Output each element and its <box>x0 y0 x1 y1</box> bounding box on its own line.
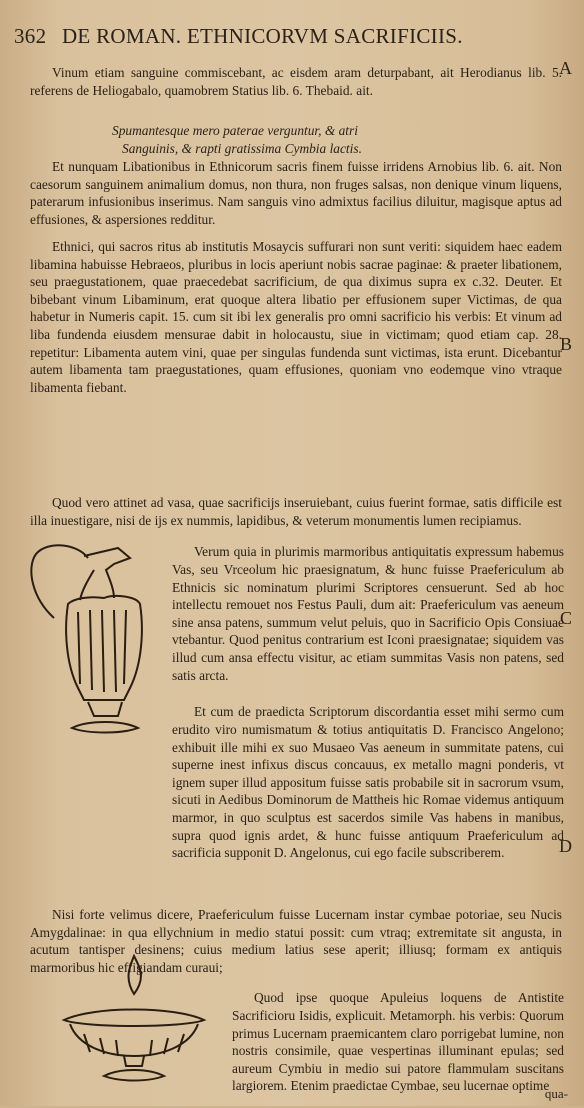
margin-letter-d: D <box>559 836 572 856</box>
page-number: 362 <box>14 24 47 48</box>
paragraph-6-start: Et cum de praedicta Scriptorum discordantia esset mihi sermo cum erudito viro numismatum & totius antiquitatis D. Francisco Angelono; exhibuit ille mihi ex suo Musaeo Vas aeneum in summitate patens, cui superne inest infixus discus concauus, ex metallo magni ponderis, vt ignem super illud appositum fuisse satis probabile sit in sacrorum vsum, sicuti in Aedibus Dominorum de Mattheis hic Romae videmus antiquum marmor, in quo sculptus est sacerdos simile Vas habens in manibus, supra quod ignis ardet, & hunc fuisse antiquum Praefericulum ad sacrificia supponit D. Angelonus, cui ego facile subscriberem. <box>172 704 564 861</box>
page-header <box>14 24 463 49</box>
boat-lamp-illustration <box>54 954 214 1094</box>
margin-letter-c: C <box>559 608 572 628</box>
paragraph-2: Et nunquam Libationibus in Ethnicorum sacris finem fuisse irridens Arnobius lib. 6. ait. Non caesorum sanguinem animalium domus, non thura, non fruges salsas, non denique vinum liquens, paterarum infusionibus inserimus. Nam sanguis vino admixtus facilius diluitur, magisque aptus ad effusiones, & aspersiones redditur. <box>30 159 562 227</box>
verse-line-2: Sanguinis, & rapti gratissima Cymbia lactis. <box>122 140 362 156</box>
verse-quote <box>112 122 562 157</box>
verse-line-1: Spumantesque mero paterae verguntur, & atri <box>112 123 358 138</box>
margin-letter-a: A <box>559 58 572 78</box>
margin-letter-b: B <box>559 334 572 354</box>
paragraph-1: Vinum etiam sanguine commiscebant, ac eisdem aram deturpabant, ait Herodianus lib. 5. referens de Heliogabalo, quamobrem Statius lib. 6. Thebaid. ait. <box>30 65 562 98</box>
ewer-illustration <box>18 534 156 742</box>
running-title: DE ROMAN. ETHNICORVM SACRIFICIIS. <box>61 24 463 48</box>
paragraph-7: Nisi forte velimus dicere, Praefericulum fuisse Lucernam instar cymbae potoriae, seu Nucis Amygdalinae: in qua ellychnium in medio statui possit: cum vtraq; extremitate sit angusta, in acutum tantisper desinens; cuius medium latius sese aperit; illiusq; formam ex antiquis marmoribus hic effigiandam curaui; <box>30 907 562 975</box>
paragraph-8: Quod ipse quoque Apuleius loquens de Antistite Sacrificioru Isidis, explicuit. Metamorph. his verbis: Quorum primus Lucernam praemicantem claro porrigebat lumine, non nostris consimile, quae vespertinas illuminant epulas; sed aureum Cymbiu in medio sui patore flammulam suscitans largiorem. Etenim praedictae Cymbae, seu lucernae optime <box>232 990 564 1094</box>
paragraph-5: Verum quia in plurimis marmoribus antiquitatis expressum habemus Vas, seu Vrceolum hic praesignatum, & hunc fuisse Praefericulum ab Ethnicis sic nominatum plurimi Scriptores censuerunt. Sed ab hoc intellectu remouet nos Festus Pauli, dum ait: Praefericulum vas aeneum sine ansa patens, summum velut peluis, quo in Sacrificio Opis Consiuae vtebantur. Quod penitus contrarium est Iconi praesignatae; siquidem vas illud cum ansa effectu visitur, ac etiam summitas Vasis non patens, sed satis arcta. <box>172 544 564 683</box>
paragraph-4: Quod vero attinet ad vasa, quae sacrificijs inseruiebant, cuius fuerint formae, satis difficile est illa inuestigare, nisi de ijs ex nummis, lapidibus, & veterum monumentis lumen recipiamus. <box>30 495 562 528</box>
catchword: qua- <box>544 1086 568 1101</box>
paragraph-3: Ethnici, qui sacros ritus ab institutis Mosaycis suffurari non sunt veriti: siquidem haec eadem libamina habuisse Hebraeos, pluribus in locis aperiunt nobis sacrae paginae: & praeter libationem, seu praegustationem, quae praecedebat sacrificium, de qua diximus supra ex c.32. Deuter. Et bibebant vinum Libaminum, erat quoque altera libatio per effusionem super Victimas, de qua habetur in Numeris capit. 15. cum sit ibi lex generalis pro omni sacrificio his verbis: Et vinum ad liba fundenda eiusdem mensurae dabit in holocaustu, siue in victimam; quod etiam cap. 28. repetitur: Libamenta autem vini, quae per singulas fundenda sunt victimas, ista erunt. Dicebantur autem libamenta tam praegustationes, quam effusiones, quoniam vno eodemque vino vtraque libamenta fiebant. <box>30 239 562 395</box>
